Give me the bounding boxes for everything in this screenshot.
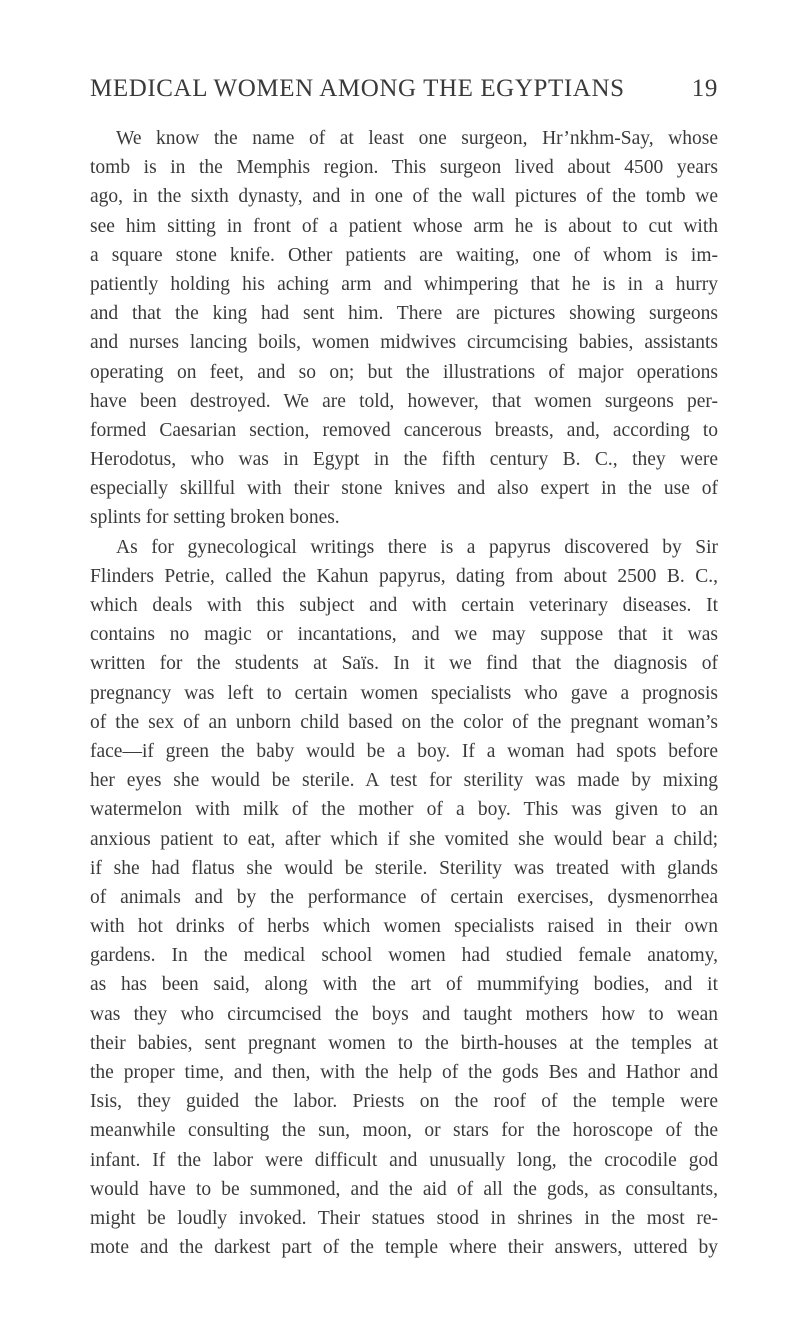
text-line: especially skillful with their stone knives and also expert in the use of: [90, 478, 718, 500]
text-line: ago, in the sixth dynasty, and in one of the wall pictures of the tomb we: [90, 186, 718, 208]
page-number: 19: [691, 75, 718, 102]
running-title: MEDICAL WOMEN AMONG THE EGYPTIANS: [90, 75, 625, 102]
text-line: infant. If the labor were difficult and unusually long, the crocodile god: [90, 1149, 718, 1171]
text-line: gardens. In the medical school women had studied female anatomy,: [90, 945, 718, 967]
running-header: [90, 71, 718, 107]
text-line: face—if green the baby would be a boy. If a woman had spots before: [90, 740, 718, 762]
text-line: would have to be summoned, and the aid of all the gods, as consultants,: [90, 1178, 718, 1200]
text-line: Isis, they guided the labor. Priests on the roof of the temple were: [90, 1091, 718, 1113]
text-line: of the sex of an unborn child based on the color of the pregnant woman’s: [90, 711, 718, 733]
text-line: have been destroyed. We are told, however, that women surgeons per-: [90, 390, 718, 412]
text-line: Herodotus, who was in Egypt in the fifth century B. C., they were: [90, 449, 718, 471]
text-line: with hot drinks of herbs which women specialists raised in their own: [90, 916, 718, 938]
text-line: anxious patient to eat, after which if she vomited she would bear a child;: [90, 828, 718, 850]
text-line: patiently holding his aching arm and whimpering that he is in a hurry: [90, 273, 718, 295]
text-line: pregnancy was left to certain women specialists who gave a prognosis: [90, 682, 718, 704]
text-line: was they who circumcised the boys and taught mothers how to wean: [90, 1003, 718, 1025]
text-line: of animals and by the performance of certain exercises, dysmenorrhea: [90, 886, 718, 908]
body-text: [90, 124, 718, 1262]
text-line: and nurses lancing boils, women midwives circumcising babies, assistants: [90, 332, 718, 354]
text-line: written for the students at Saïs. In it we find that the diagnosis of: [90, 653, 718, 675]
text-line: splints for setting broken bones.: [90, 507, 340, 529]
text-line: if she had flatus she would be sterile. Sterility was treated with glands: [90, 857, 718, 879]
text-line: see him sitting in front of a patient whose arm he is about to cut with: [90, 215, 718, 237]
text-line: her eyes she would be sterile. A test for sterility was made by mixing: [90, 770, 718, 792]
text-line: watermelon with milk of the mother of a boy. This was given to an: [90, 799, 718, 821]
text-line: As for gynecological writings there is a papyrus discovered by Sir: [116, 536, 718, 558]
text-line: mote and the darkest part of the temple where their answers, uttered by: [90, 1237, 718, 1259]
text-line: which deals with this subject and with certain veterinary diseases. It: [90, 595, 718, 616]
text-line: their babies, sent pregnant women to the birth-houses at the temples at: [90, 1032, 718, 1054]
text-line: operating on feet, and so on; but the illustrations of major operations: [90, 361, 718, 383]
text-line: might be loudly invoked. Their statues stood in shrines in the most re-: [90, 1207, 718, 1229]
text-line: as has been said, along with the art of mummifying bodies, and it: [90, 974, 718, 996]
text-line: We know the name of at least one surgeon, Hr’nkhm-Say, whose: [116, 128, 718, 149]
text-line: tomb is in the Memphis region. This surgeon lived about 4500 years: [90, 157, 718, 179]
text-line: formed Caesarian section, removed cancerous breasts, and, according to: [90, 419, 718, 441]
text-line: meanwhile consulting the sun, moon, or stars for the horoscope of the: [90, 1120, 718, 1142]
text-line: Flinders Petrie, called the Kahun papyrus, dating from about 2500 B. C.,: [90, 565, 718, 587]
text-line: the proper time, and then, with the help of the gods Bes and Hathor and: [90, 1062, 718, 1083]
text-line: a square stone knife. Other patients are waiting, one of whom is im-: [90, 244, 718, 266]
text-line: contains no magic or incantations, and we may suppose that it was: [90, 624, 718, 646]
text-line: and that the king had sent him. There are pictures showing surgeons: [90, 303, 718, 325]
